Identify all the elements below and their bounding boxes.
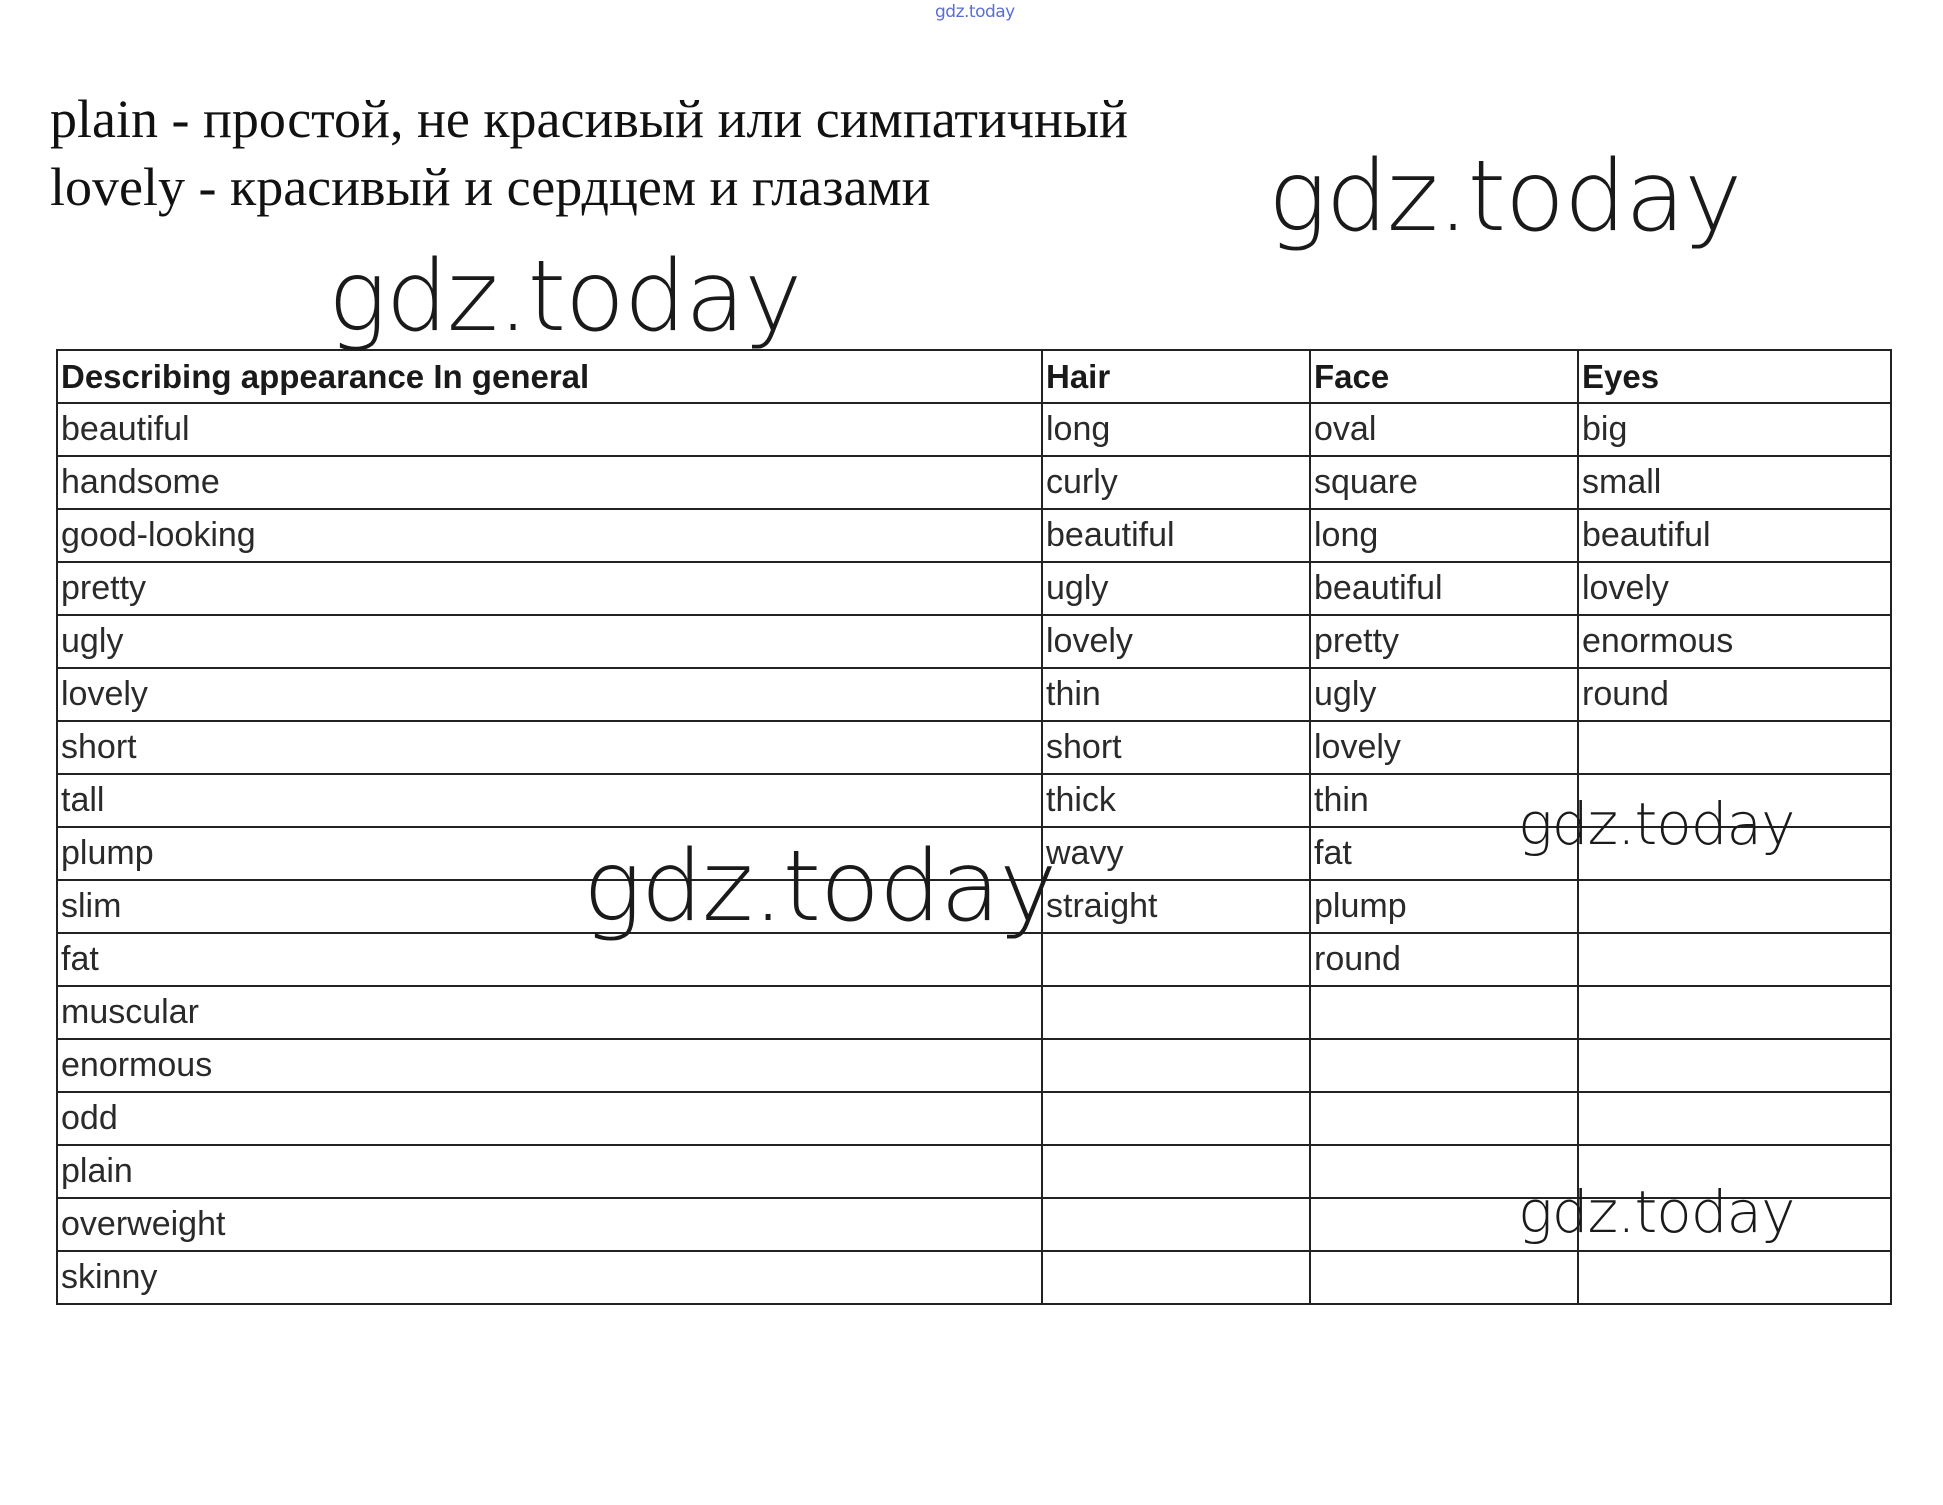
cell-eyes: small [1578,456,1891,509]
cell-general: handsome [57,456,1042,509]
cell-face: ugly [1310,668,1578,721]
watermark: gdz.today [328,240,802,354]
cell-face: plump [1310,880,1578,933]
cell-general: slim [57,880,1042,933]
cell-general: odd [57,1092,1042,1145]
cell-general: skinny [57,1251,1042,1304]
top-watermark: gdz.today [935,2,1015,22]
cell-hair: thin [1042,668,1310,721]
cell-eyes [1578,1092,1891,1145]
cell-eyes: lovely [1578,562,1891,615]
cell-face [1310,986,1578,1039]
cell-eyes: round [1578,668,1891,721]
cell-eyes [1578,986,1891,1039]
table-row [57,615,1891,668]
table-row [57,509,1891,562]
header-hair: Hair [1042,350,1310,403]
cell-hair [1042,933,1310,986]
cell-face: beautiful [1310,562,1578,615]
cell-general: enormous [57,1039,1042,1092]
table-row [57,1092,1891,1145]
table-row [57,1039,1891,1092]
cell-face: round [1310,933,1578,986]
cell-face: long [1310,509,1578,562]
cell-hair [1042,1198,1310,1251]
cell-face: pretty [1310,615,1578,668]
watermark: gdz.today [1518,790,1795,858]
cell-hair [1042,1145,1310,1198]
cell-general: fat [57,933,1042,986]
cell-hair: beautiful [1042,509,1310,562]
cell-eyes: beautiful [1578,509,1891,562]
header-general: Describing appearance In general [57,350,1042,403]
cell-face: fat [1310,827,1578,880]
table-header-row [57,350,1891,403]
table-row [57,562,1891,615]
cell-eyes [1578,721,1891,774]
cell-hair: curly [1042,456,1310,509]
cell-general: beautiful [57,403,1042,456]
cell-general: short [57,721,1042,774]
cell-eyes [1578,1251,1891,1304]
cell-hair: lovely [1042,615,1310,668]
cell-eyes [1578,880,1891,933]
watermark: gdz.today [583,830,1057,944]
cell-general: tall [57,774,1042,827]
cell-face [1310,1251,1578,1304]
note-lovely-definition: lovely - красивый и сердцем и глазами [50,157,931,217]
note-plain-definition: plain - простой, не красивый или симпатичный [50,89,1129,149]
cell-general: plain [57,1145,1042,1198]
table-row [57,721,1891,774]
cell-general: ugly [57,615,1042,668]
cell-eyes [1578,933,1891,986]
cell-hair [1042,1039,1310,1092]
cell-face [1310,1092,1578,1145]
header-eyes: Eyes [1578,350,1891,403]
cell-general: overweight [57,1198,1042,1251]
watermark: gdz.today [1518,1178,1795,1246]
cell-general: good-looking [57,509,1042,562]
cell-hair [1042,1092,1310,1145]
table-row [57,986,1891,1039]
table-row [57,668,1891,721]
cell-hair: wavy [1042,827,1310,880]
cell-eyes: big [1578,403,1891,456]
table-row [57,1251,1891,1304]
cell-hair: thick [1042,774,1310,827]
cell-hair [1042,1251,1310,1304]
cell-eyes: enormous [1578,615,1891,668]
cell-face: lovely [1310,721,1578,774]
table-row [57,456,1891,509]
cell-hair: ugly [1042,562,1310,615]
watermark: gdz.today [1268,140,1742,254]
cell-hair [1042,986,1310,1039]
cell-general: muscular [57,986,1042,1039]
cell-face [1310,1039,1578,1092]
cell-hair: straight [1042,880,1310,933]
header-face: Face [1310,350,1578,403]
cell-hair: long [1042,403,1310,456]
cell-face: thin [1310,774,1578,827]
cell-general: lovely [57,668,1042,721]
cell-face: square [1310,456,1578,509]
cell-face: oval [1310,403,1578,456]
cell-general: plump [57,827,1042,880]
cell-eyes [1578,1039,1891,1092]
cell-general: pretty [57,562,1042,615]
cell-hair: short [1042,721,1310,774]
table-row [57,403,1891,456]
